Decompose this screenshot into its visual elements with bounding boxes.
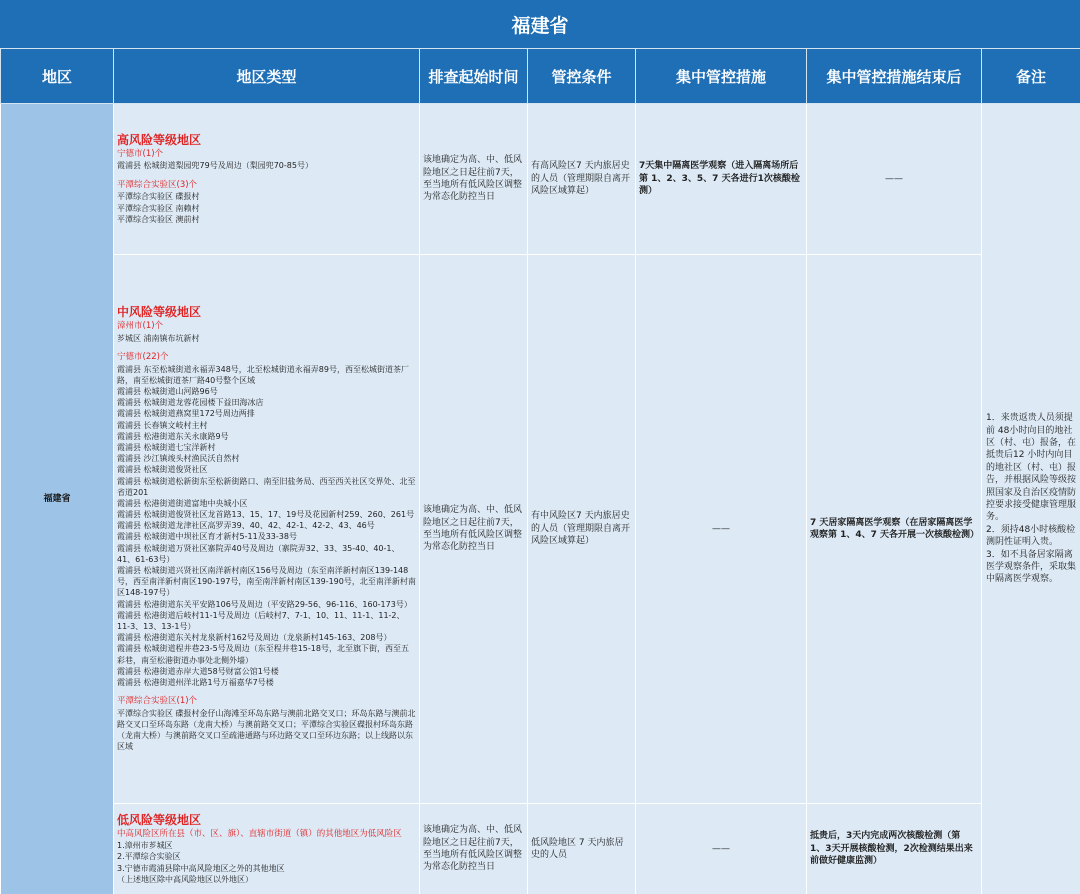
list-item: 霞浦县 松城街道中坝社区育才新村5-11及33-38号 — [117, 532, 297, 542]
list-item: 芗城区 浦南镇布坑新村 — [117, 333, 200, 343]
list-item: （上述地区除中高风险地区以外地区） — [117, 874, 253, 884]
header-after-measure: 集中管控措施结束后 — [807, 49, 982, 104]
list-item: 霞浦县 松城街道兴贤社区南洋新村南区156号及周边（东至南洋新村南区139-148号，西至南洋新村南区190-197号，南至南洋新村南区139-190号，北至南洋新村南区148-197号） — [117, 566, 416, 598]
list-item: 霞浦县 松城街道梨园兜79号及周边（梨园兜70-85号） — [117, 161, 313, 171]
list-item: 1.漳州市芗城区 — [117, 841, 173, 851]
region-name: 福建省 — [1, 104, 114, 894]
list-item: 3.宁德市霞浦县除中高风险地区之外的其他地区 — [117, 863, 285, 873]
low-after: 抵贵后，3天内完成两次核酸检测（第 1、3天开展核酸检测，2次检测结果出来前做好健康监测） — [807, 804, 982, 894]
header-region: 地区 — [1, 49, 114, 104]
header-area-type: 地区类型 — [114, 49, 420, 104]
high-measure: 7天集中隔离医学观察（进入隔离场所后第 1、2、3、5、7 天各进行1次核酸检测） — [636, 104, 807, 255]
list-item: 霞浦县 松城街道松新街东至松新街路口、南至旧盐务局、西至西关社区交界处、北至省道201 — [117, 476, 416, 497]
row-high-risk — [1, 104, 1080, 255]
list-item: 霞浦县 松城街道俊贤社区龙首路13、15、17、19号及花园新村259、260、261号 — [117, 510, 415, 520]
mid-after: 7 天居家隔离医学观察（在居家隔离医学观察第 1、4、7 天各开展一次核酸检测） — [807, 255, 982, 804]
list-item: 霞浦县 松城街道燕窝里172号周边两排 — [117, 409, 255, 419]
header-remarks: 备注 — [982, 49, 1080, 104]
mid-start-time: 该地确定为高、中、低风险地区之日起往前7天，至当地所有低风险区调整为常态化防控当日 — [420, 255, 528, 804]
mid-risk-title: 中风险等级地区 — [117, 305, 202, 320]
list-item: 霞浦县 东至松城街道永福弄348号，北至松城街道永福弄89号，西至松城街道茶厂路，南至松城街道茶厂路40号整个区域 — [117, 364, 409, 385]
header-start-time: 排查起始时间 — [420, 49, 528, 104]
group-head: 平潭综合实验区(1)个 — [117, 696, 198, 707]
risk-table — [0, 48, 1080, 894]
list-item: 霞浦县 松港街道街道富地中央城小区 — [117, 498, 248, 508]
mid-risk-areas — [114, 255, 420, 804]
list-item: 平潭综合实验区 澳前村 — [117, 214, 200, 224]
header-measure: 集中管控措施 — [636, 49, 807, 104]
high-start-time: 该地确定为高、中、低风险地区之日起往前7天，至当地所有低风险区调整为常态化防控当日 — [420, 104, 528, 255]
group-head: 宁德市(1)个 — [117, 148, 164, 159]
list-item: 霞浦县 松城街道程井巷23-5号及周边（东至程井巷15-18号，北至旗下街，西至五彩巷，南至松港街道办事处北侧外墙） — [117, 644, 409, 665]
list-item: 霞浦县 长春镇文岐村主村 — [117, 420, 208, 430]
list-item: 霞浦县 松港街道东关永康路9号 — [117, 431, 229, 441]
list-item: 霞浦县 松港街道赤岸大道58号财富公馆1号楼 — [117, 666, 279, 676]
list-item: 霞浦县 松港街道东关村龙泉新村162号及周边（龙泉新村145-163、208号） — [117, 633, 392, 643]
group-head: 漳州市(1)个 — [117, 321, 164, 332]
high-risk-title: 高风险等级地区 — [117, 133, 202, 148]
remarks — [982, 104, 1080, 894]
list-item: 霞浦县 松城街道万贤社区寨院弄40号及周边（寨院弄32、33、35-40、40-1、41、61-63号） — [117, 543, 400, 564]
group-head: 宁德市(22)个 — [117, 351, 169, 362]
high-risk-areas — [114, 104, 420, 255]
high-after: —— — [807, 104, 982, 255]
list-item: 霞浦县 松城街道俊贤社区 — [117, 465, 208, 475]
list-item: 霞浦县 松城街道七宝洋新村 — [117, 442, 216, 452]
list-item: 霞浦县 松城街道龙蓉花园楼下益田海冰店 — [117, 398, 264, 408]
list-item: 霞浦县 沙江镇竣头村渔民沃自然村 — [117, 454, 240, 464]
list-item: 平潭综合实验区 碟报村金仔山海滩至环岛东路与澳前北路交叉口；环岛东路与澳前北路交叉口至环岛东路（龙南大桥）与澳前路交叉口；平潭综合实验区碟报村环岛东路（龙南大桥）与澳前路交叉口至疏港通路与环边路交叉口至环边东路；以上线路以东区域 — [117, 708, 416, 752]
low-risk-subtitle: 中高风险区所在县（市、区、旗）、直辖市街道（镇）的其他地区为低风险区 — [117, 828, 402, 839]
low-start-time: 该地确定为高、中、低风险地区之日起往前7天，至当地所有低风险区调整为常态化防控当日 — [420, 804, 528, 894]
list-item: 霞浦县 松城街道龙津社区高罗弄39、40、42、42-1、42-2、43、46号 — [117, 521, 375, 531]
mid-control: 有中风险区7 天内旅居史的人员（管理期限自离开风险区域算起） — [528, 255, 636, 804]
group-head: 平潭综合实验区(3)个 — [117, 179, 198, 190]
list-item: 霞浦县 松港街道东关平安路106号及周边（平安路29-56、96-116、160-173号） — [117, 599, 412, 609]
list-item: 霞浦县 松城街道山河路96号 — [117, 387, 218, 397]
page-title: 福建省 — [0, 0, 1080, 48]
mid-measure: —— — [636, 255, 807, 804]
list-item: 霞浦县 松港街道后岐村11-1号及周边（后岐村7、7-1、10、11、11-1、11-2、11-3、13、13-1号） — [117, 610, 405, 631]
row-mid-risk — [1, 255, 1080, 804]
low-risk-title: 低风险等级地区 — [117, 812, 202, 827]
list-item: 霞浦县 松港街道州洋北路1号万福嘉华7号楼 — [117, 677, 274, 687]
note-3: 3．如不具备居家隔离医学观察条件，采取集中隔离医学观察。 — [986, 549, 1077, 585]
list-item: 平潭综合实验区 南赖村 — [117, 203, 200, 213]
high-control: 有高风险区7 天内旅居史的人员（管理期限自离开风险区域算起） — [528, 104, 636, 255]
note-2: 2．须持48小时核酸检测阴性证明入贵。 — [986, 524, 1076, 548]
note-1: 1．来贵返贵人员须提前 48小时向目的地社区（村、屯）报备，在抵贵后12 小时内向目的地社区（村、屯）报告，并根据风险等级按照国家及自治区疫情防控要求接受健康管理服务。 — [986, 413, 1077, 523]
header-control-condition: 管控条件 — [528, 49, 636, 104]
header-row — [1, 49, 1080, 104]
list-item: 2.平潭综合实验区 — [117, 852, 181, 862]
list-item: 平潭综合实验区 碟报村 — [117, 192, 200, 202]
low-control: 低风险地区 7 天内旅居史的人员 — [528, 804, 636, 894]
row-low-risk — [1, 804, 1080, 894]
low-risk-areas — [114, 804, 420, 894]
low-measure: —— — [636, 804, 807, 894]
